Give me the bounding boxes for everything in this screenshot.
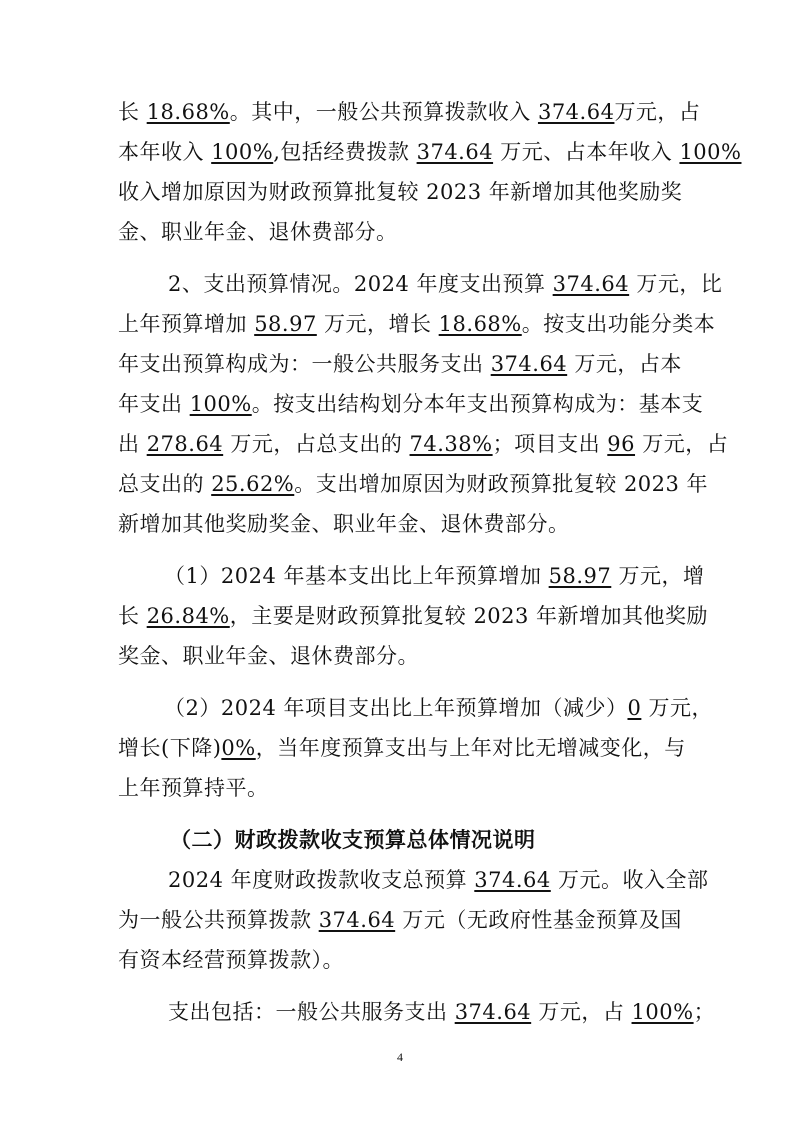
text-segment: 为一般公共预算拨款 [118, 908, 319, 932]
underlined-value: 374.64 [416, 140, 494, 164]
underlined-value: 96 [607, 432, 636, 456]
text-line [118, 96, 700, 128]
text-segment: 新增加其他奖励奖金、职业年金、退休费部分。 [118, 512, 570, 536]
text-line [168, 864, 708, 896]
underlined-value: 100% [679, 140, 742, 164]
underlined-value: 374.64 [490, 352, 568, 376]
text-line [164, 692, 713, 724]
text-line [118, 176, 682, 208]
text-segment: 。按支出结构划分本年支出预算构成为：基本支 [251, 392, 704, 416]
text-line [118, 428, 728, 460]
text-segment: 本年收入 [118, 140, 212, 164]
underlined-value: 100% [631, 1000, 694, 1024]
text-segment: 万元，占 [635, 432, 729, 456]
text-segment: 金、职业年金、退休费部分。 [118, 220, 398, 244]
text-segment: 增长(下降) [118, 736, 222, 760]
text-segment: 上年预算增加 [118, 312, 255, 336]
text-line [118, 348, 682, 380]
text-segment: 。按支出功能分类本 [521, 312, 716, 336]
text-line [118, 944, 344, 976]
underlined-value: 74.38% [409, 432, 493, 456]
underlined-value: 100% [189, 392, 252, 416]
underlined-value: 18.68% [438, 312, 522, 336]
underlined-value: 374.64 [454, 1000, 532, 1024]
text-segment: 万元，增 [611, 564, 705, 588]
text-segment: 万元，占 [531, 1000, 632, 1024]
text-segment: ,包括经费拨款 [273, 140, 417, 164]
text-segment: 万元，比 [629, 272, 723, 296]
text-segment: 2024 年度财政拨款收支总预算 [168, 868, 475, 892]
text-segment: 奖金、职业年金、退休费部分。 [118, 644, 419, 668]
text-line [118, 216, 398, 248]
text-segment: ，主要是财政预算批复较 2023 年新增加其他奖励 [229, 604, 709, 628]
text-segment: （1）2024 年基本支出比上年预算增加 [164, 564, 549, 588]
text-segment: ； [693, 1000, 716, 1024]
text-line [118, 468, 708, 500]
text-segment: 。其中，一般公共预算拨款收入 [229, 100, 538, 124]
text-segment: 长 [118, 604, 147, 628]
underlined-value: 58.97 [548, 564, 612, 588]
text-line [118, 508, 570, 540]
text-segment: 万元，占 [614, 100, 701, 124]
underlined-value: 25.62% [211, 472, 295, 496]
text-segment: 出 [118, 432, 147, 456]
text-line [118, 732, 686, 764]
text-line [118, 772, 269, 804]
text-segment: 万元，增长 [316, 312, 439, 336]
text-segment: 有资本经营预算拨款）。 [118, 948, 344, 972]
text-segment: 上年预算持平。 [118, 776, 269, 800]
text-segment: 。支出增加原因为财政预算批复较 2023 年 [294, 472, 709, 496]
text-segment: 万元（无政府性基金预算及国 [395, 908, 682, 932]
text-line [118, 600, 708, 632]
text-segment: 2、支出预算情况。2024 年度支出预算 [168, 272, 553, 296]
text-line [164, 560, 704, 592]
underlined-value: 100% [211, 140, 274, 164]
text-line [118, 136, 741, 168]
text-segment: 年支出 [118, 392, 190, 416]
text-segment: （二）财政拨款收支预算总体情况说明 [170, 828, 536, 852]
text-segment: 收入增加原因为财政预算批复较 2023 年新增加其他奖励奖 [118, 180, 683, 204]
text-segment: 万元， [641, 696, 714, 720]
underlined-value: 374.64 [474, 868, 551, 892]
text-segment: 万元，占总支出的 [223, 432, 410, 456]
underlined-value: 0% [221, 736, 256, 760]
text-line [118, 308, 715, 340]
text-line [118, 640, 419, 672]
section-heading [170, 824, 536, 856]
underlined-value: 374.64 [318, 908, 396, 932]
text-line [118, 904, 682, 936]
text-segment: 万元，占本 [567, 352, 682, 376]
text-segment: 长 [118, 100, 147, 124]
text-line [118, 388, 703, 420]
underlined-value: 18.68% [146, 100, 230, 124]
underlined-value: 26.84% [146, 604, 230, 628]
text-segment: ，当年度预算支出与上年对比无增减变化，与 [255, 736, 686, 760]
text-segment: 总支出的 [118, 472, 212, 496]
page-number: 4 [397, 1050, 403, 1064]
text-segment: 万元。收入全部 [550, 868, 709, 892]
text-segment: （2）2024 年项目支出比上年预算增加（减少） [164, 696, 628, 720]
underlined-value: 374.64 [537, 100, 615, 124]
underlined-value: 0 [627, 696, 642, 720]
text-line [168, 268, 722, 300]
underlined-value: 58.97 [254, 312, 317, 336]
text-segment: 万元、占本年收入 [493, 140, 680, 164]
underlined-value: 374.64 [552, 272, 630, 296]
underlined-value: 278.64 [146, 432, 224, 456]
text-segment: ；项目支出 [492, 432, 608, 456]
text-segment: 年支出预算构成为：一般公共服务支出 [118, 352, 491, 376]
text-line [168, 996, 715, 1028]
text-segment: 支出包括：一般公共服务支出 [168, 1000, 455, 1024]
